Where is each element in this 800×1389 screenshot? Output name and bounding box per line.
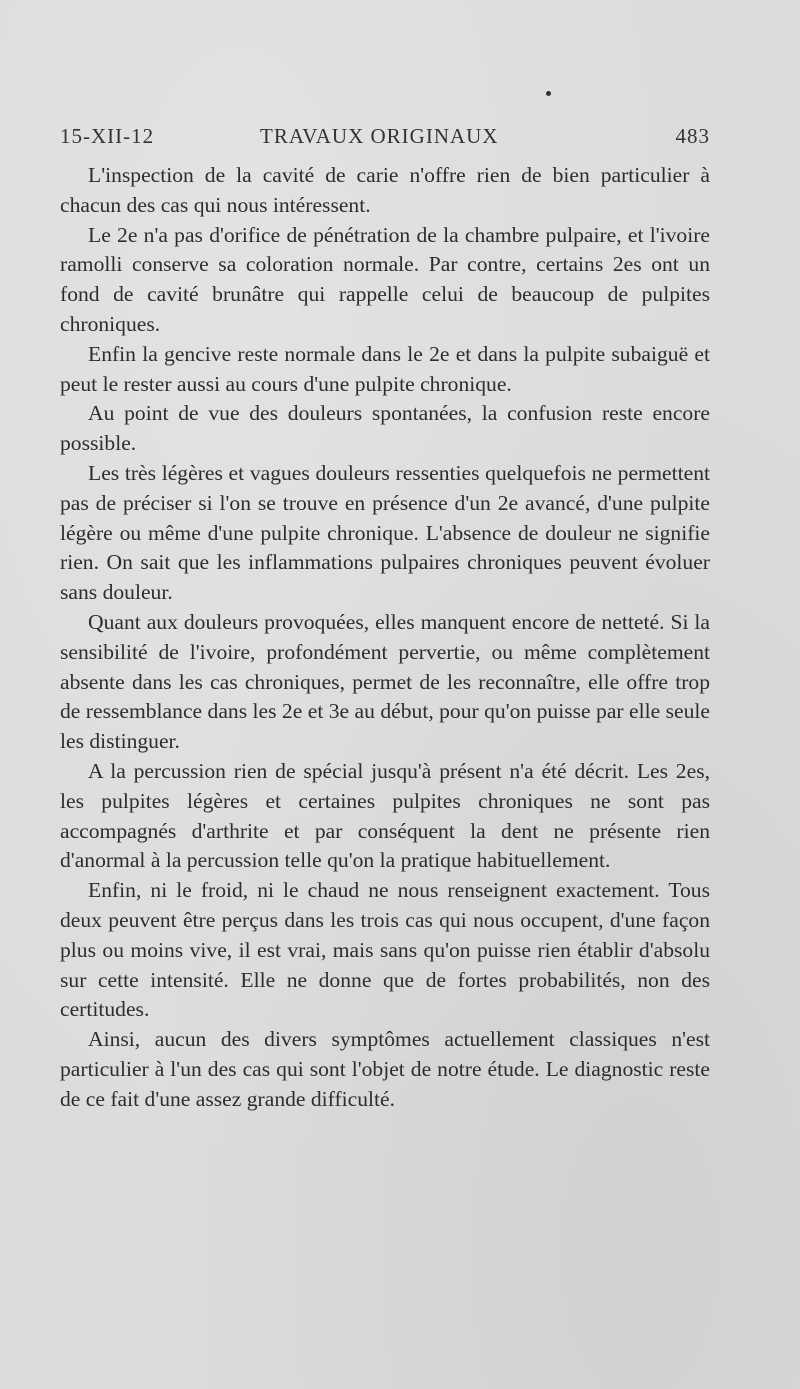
paragraph: Quant aux douleurs provoquées, elles manquent encore de netteté. Si la sensibilité de l'ivoire, profondément pervertie, ou même complètement absente dans les cas chroniques, permet de les reconnaître, elle offre trop de ressemblance dans les 2e et 3e au début, pour qu'on puisse par elle seule les distinguer. xyxy=(60,609,710,754)
paragraph: Les très légères et vagues douleurs ressenties quelquefois ne permettent pas de préciser si l'on se trouve en présence d'un 2e avancé, d'une pulpite légère ou même d'une pulpite chronique. L'absence de douleur ne signifie rien. On sait que les inflammations pulpaires chroniques peuvent évoluer sans douleur. xyxy=(60,460,710,605)
paragraph: Ainsi, aucun des divers symptômes actuellement classiques n'est particulier à l'un des cas qui sont l'objet de notre étude. Le diagnostic reste de ce fait d'une assez grande difficulté. xyxy=(60,1027,710,1111)
paragraph: Le 2e n'a pas d'orifice de pénétration de la chambre pulpaire, et l'ivoire ramolli conserve sa coloration normale. Par contre, certains 2es ont un fond de cavité brunâtre qui rappelle celui de beaucoup de pulpites chroniques. xyxy=(60,222,710,336)
paragraph: Enfin, ni le froid, ni le chaud ne nous renseignent exactement. Tous deux peuvent être perçus dans les trois cas qui nous occupent, d'une façon plus ou moins vive, il est vrai, mais sans qu'on puisse rien établir d'absolu sur cette intensité. Elle ne donne que de fortes probabilités, non des certitudes. xyxy=(60,878,710,1022)
paragraph: A la percussion rien de spécial jusqu'à présent n'a été décrit. Les 2es, les pulpites légères et certaines pulpites chroniques ne sont pas accompagnés d'arthrite et par conséquent la dent ne présente rien d'anormal à la percussion telle qu'on la pratique habituellement. xyxy=(60,758,710,873)
running-header xyxy=(60,124,710,154)
page-number: 483 xyxy=(675,124,710,148)
paragraph: Au point de vue des douleurs spontanées, la confusion reste encore possible. xyxy=(60,401,710,456)
header-section-title: TRAVAUX ORIGINAUX xyxy=(260,124,499,148)
body-text xyxy=(60,161,710,1115)
header-date: 15-XII-12 xyxy=(60,124,155,148)
ink-speck xyxy=(546,91,551,96)
paragraph: L'inspection de la cavité de carie n'offre rien de bien particulier à chacun des cas qui nous intéressent. xyxy=(60,163,710,217)
paragraph: Enfin la gencive reste normale dans le 2e et dans la pulpite subaiguë et peut le rester aussi au cours d'une pulpite chronique. xyxy=(60,341,710,396)
